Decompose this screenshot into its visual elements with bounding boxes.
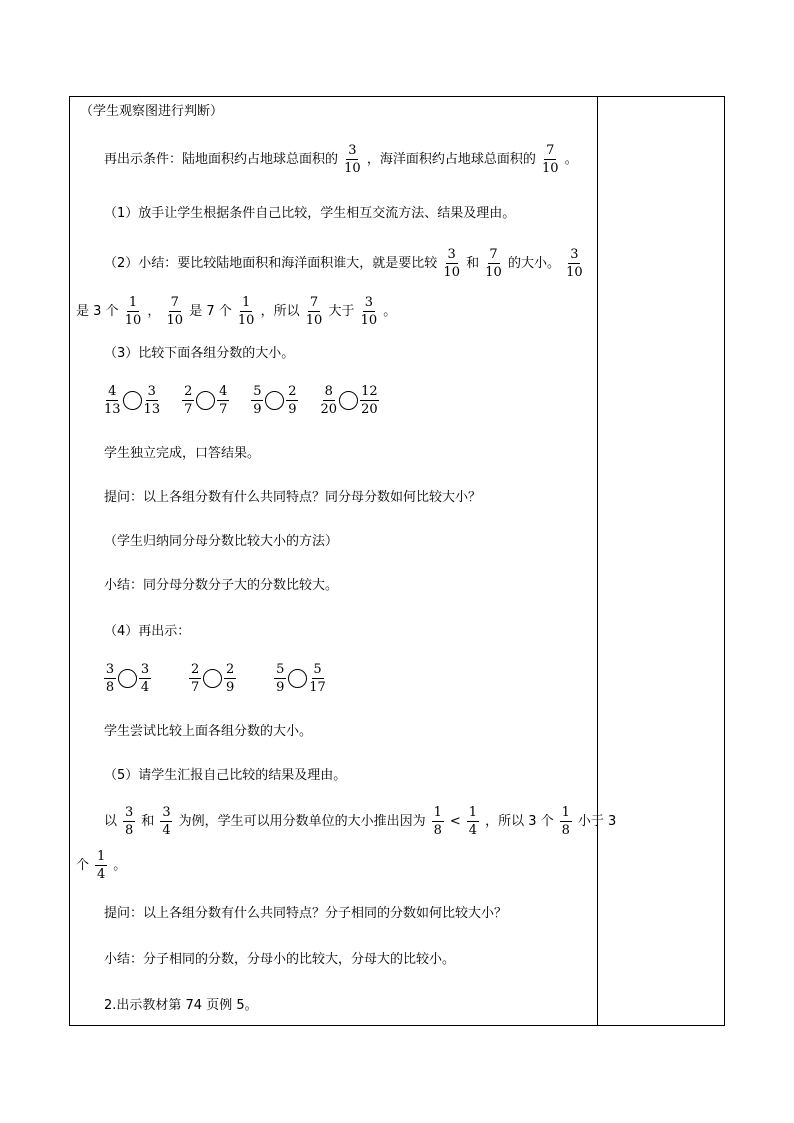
numerator: 5	[313, 662, 322, 677]
numerator: 2	[184, 384, 193, 399]
comparison-circle	[265, 391, 284, 410]
denominator: 10	[237, 313, 255, 328]
step-4-line	[104, 623, 190, 641]
fraction-1-8	[432, 805, 444, 838]
step-4-text: （4）再出示：	[104, 624, 191, 639]
denominator: 7	[191, 680, 200, 695]
comparison-item	[319, 384, 381, 417]
numerator: 1	[468, 805, 478, 820]
fraction-3-10	[344, 143, 361, 176]
fraction-left	[104, 384, 121, 417]
observe-line	[80, 103, 223, 121]
fraction-right	[360, 384, 379, 417]
numerator: 1	[561, 805, 570, 820]
comparison-circle	[339, 391, 358, 410]
denominator: 7	[219, 402, 228, 417]
fraction-1-4	[467, 805, 479, 838]
comparison-item	[187, 662, 238, 695]
fraction-left	[189, 662, 201, 695]
summary-1-text: 小结：同分母分数分子大的分数比较大。	[104, 578, 339, 593]
denominator: 20	[320, 402, 338, 417]
step-1-text: （1）放手让学生根据条件自己比较，学生相互交流方法、结果及理由。	[104, 206, 516, 221]
numerator: 3	[125, 805, 134, 820]
fraction-7-10	[542, 143, 559, 176]
denominator: 10	[344, 161, 361, 176]
numerator: 2	[226, 662, 235, 677]
denominator: 13	[104, 402, 121, 417]
fraction-left	[251, 384, 263, 417]
step-2-example-line	[104, 997, 258, 1015]
question-2-text: 提问：以上各组分数有什么共同特点？分子相同的分数如何比较大小？	[104, 906, 508, 921]
numerator: 1	[128, 295, 138, 310]
fraction-right	[286, 384, 298, 417]
numerator: 3	[105, 662, 115, 677]
fraction-right	[309, 662, 326, 695]
denominator: 8	[561, 823, 570, 838]
numerator: 4	[219, 384, 228, 399]
comparison-circle	[118, 669, 137, 688]
comparison-circle	[203, 669, 222, 688]
comparison-circle	[288, 669, 307, 688]
numerator: 7	[489, 247, 498, 262]
denominator: 4	[97, 867, 106, 882]
example-text-e: 小于 3	[577, 814, 617, 829]
denominator: 10	[542, 161, 559, 176]
fraction-left	[104, 662, 116, 695]
summary-2-line	[104, 951, 455, 969]
denominator: 4	[468, 823, 478, 838]
numerator: 3	[147, 384, 156, 399]
example-text-a: 以	[104, 814, 118, 829]
numerator: 7	[170, 295, 179, 310]
denominator: 10	[124, 313, 142, 328]
comparison-circle	[123, 391, 142, 410]
step-2-line-2	[76, 295, 396, 328]
comparison-group-2	[102, 661, 342, 695]
fraction-7-10	[167, 295, 184, 328]
fraction-left	[274, 662, 286, 695]
step-2-line-2-text-a: 是 3 个	[76, 304, 119, 319]
numerator: 4	[108, 384, 117, 399]
example-line	[104, 805, 616, 838]
numerator: 12	[361, 384, 378, 399]
fraction-right	[224, 662, 236, 695]
step-2-line-2-text-e: 大于	[328, 304, 355, 319]
summarize-text: （学生归纳同分母分数比较大小的方法）	[104, 534, 339, 549]
fraction-7-10	[485, 247, 502, 280]
step-2-line-2-text-b: ，	[147, 304, 161, 319]
comparison-item	[249, 384, 300, 417]
numerator: 7	[309, 295, 319, 310]
step-2-line-2-text-c: 是 7 个	[189, 304, 232, 319]
numerator: 1	[97, 849, 106, 864]
example-line-2-text-a: 个	[76, 858, 90, 873]
numerator: 8	[324, 384, 333, 399]
fraction-1-10	[125, 295, 142, 328]
question-2-line	[104, 905, 507, 923]
denominator: 8	[125, 823, 134, 838]
comparison-group-1	[102, 383, 395, 417]
step-2-line	[104, 247, 585, 280]
step-2-text-a: （2）小结：要比较陆地面积和海洋面积谁大，就是要比较	[104, 256, 438, 271]
numerator: 3	[140, 662, 150, 677]
step-3-line	[104, 345, 294, 363]
condition-text-a: 再出示条件：陆地面积约占地球总面积的	[104, 152, 339, 167]
summarize-line	[104, 533, 338, 551]
fraction-left	[321, 384, 338, 417]
example-line-2	[76, 849, 126, 882]
numerator: 3	[364, 295, 373, 310]
step-2-example-text: 2.出示教材第 74 页例 5。	[104, 998, 258, 1013]
numerator: 3	[570, 247, 579, 262]
step-2-line-2-text-f: 。	[383, 304, 397, 319]
denominator: 13	[143, 402, 161, 417]
fraction-1-10	[238, 295, 255, 328]
denominator: 9	[288, 402, 297, 417]
denominator: 9	[276, 680, 285, 695]
denominator: 8	[433, 823, 442, 838]
example-text-b: 和	[141, 814, 155, 829]
fraction-3-8	[123, 805, 135, 838]
step-2-text-b: 和	[466, 256, 480, 271]
try-text: 学生尝试比较上面各组分数的大小。	[104, 724, 313, 739]
independent-text: 学生独立完成，口答结果。	[104, 446, 261, 461]
denominator: 17	[309, 680, 326, 695]
fraction-3-10	[361, 295, 378, 328]
numerator: 1	[242, 295, 251, 310]
example-line-2-text-b: 。	[113, 858, 127, 873]
step-1-line	[104, 205, 515, 223]
question-1-line	[104, 489, 481, 507]
summary-2-text: 小结：分子相同的分数，分母小的比较大，分母大的比较小。	[104, 952, 456, 967]
try-line	[104, 723, 312, 741]
comparison-item	[180, 384, 231, 417]
condition-text-c: 。	[564, 152, 578, 167]
denominator: 7	[184, 402, 193, 417]
denominator: 10	[360, 313, 378, 328]
denominator: 10	[485, 265, 502, 280]
numerator: 3	[162, 805, 171, 820]
example-text-c: 为例，学生可以用分数单位的大小推出因为	[178, 814, 426, 829]
denominator: 4	[162, 823, 171, 838]
question-1-text: 提问：以上各组分数有什么共同特点？同分母分数如何比较大小？	[104, 490, 482, 505]
numerator: 2	[288, 384, 297, 399]
denominator: 4	[140, 680, 150, 695]
numerator: 3	[447, 247, 456, 262]
denominator: 10	[566, 265, 583, 280]
step-5-line	[104, 767, 346, 785]
lesson-table	[69, 96, 725, 1026]
comparison-circle	[196, 391, 215, 410]
fraction-3-4	[160, 805, 172, 838]
fraction-3-10	[566, 247, 583, 280]
denominator: 20	[361, 402, 378, 417]
fraction-1-4	[95, 849, 107, 882]
fraction-7-10	[306, 295, 323, 328]
denominator: 8	[105, 680, 115, 695]
numerator: 3	[348, 143, 357, 158]
numerator: 5	[276, 662, 285, 677]
less-than-sign: <	[449, 814, 461, 829]
denominator: 10	[166, 313, 184, 328]
lesson-content-cell	[70, 97, 617, 1025]
fraction-right	[217, 384, 229, 417]
fraction-right	[144, 384, 161, 417]
step-2-text-c: 的大小。	[507, 256, 560, 271]
denominator: 10	[305, 313, 323, 328]
denominator: 9	[226, 680, 235, 695]
numerator: 2	[191, 662, 200, 677]
numerator: 5	[253, 384, 262, 399]
comparison-item	[102, 384, 162, 417]
fraction-1-8	[560, 805, 572, 838]
numerator: 1	[433, 805, 442, 820]
fraction-left	[182, 384, 194, 417]
comparison-item	[102, 662, 153, 695]
fraction-right	[139, 662, 151, 695]
condition-line	[104, 143, 578, 176]
fraction-3-10	[443, 247, 460, 280]
summary-1-line	[104, 577, 338, 595]
condition-text-b: ，海洋面积约占地球总面积的	[366, 152, 536, 167]
step-3-text: （3）比较下面各组分数的大小。	[104, 346, 295, 361]
denominator: 10	[443, 265, 460, 280]
step-2-line-2-text-d: ，所以	[260, 304, 300, 319]
column-divider	[597, 97, 598, 1025]
observe-text: （学生观察图进行判断）	[80, 104, 224, 119]
step-5-text: （5）请学生汇报自己比较的结果及理由。	[104, 768, 347, 783]
independent-line	[104, 445, 260, 463]
denominator: 9	[253, 402, 262, 417]
comparison-item	[272, 662, 328, 695]
example-text-d: ，所以 3 个	[485, 814, 554, 829]
numerator: 7	[546, 143, 555, 158]
